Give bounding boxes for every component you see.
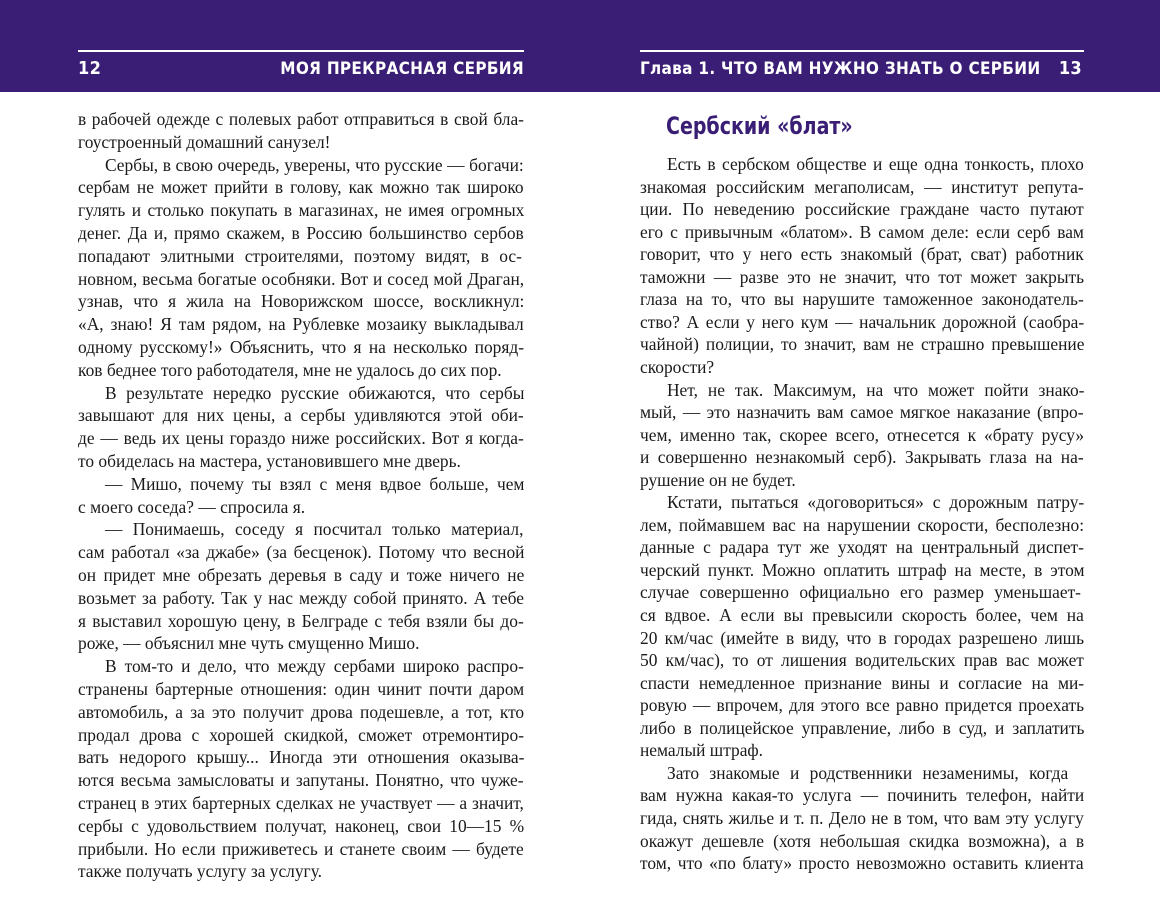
text-line: ков беднее того работодателя, мне не удалось до сих пор. — [78, 359, 502, 380]
text-line: сербам не может прийти в голову, как можно так широко — [78, 177, 524, 198]
text-line: ции. По неведению российские граждане часто путают — [640, 199, 1084, 220]
text-line: «А, знаю! Я там рядом, на Рублевке мозаику выкладывал — [78, 314, 524, 335]
text-line: гида, снять жилье и т. п. Дело не в том, что вам эту услугу — [640, 807, 1084, 828]
text-line: странены бартерные отношения: один чинит почти даром — [78, 679, 525, 699]
text-line: знакомая российским мегаполисам, — институт репута- — [640, 176, 1084, 197]
text-line: ровую — впрочем, для этого все равно придется проехать — [640, 695, 1085, 716]
text-line: В том-то и дело, что между сербами широко распро- — [105, 656, 524, 677]
text-line: вать недорого крышу... Иногда эти отношения оказыва- — [78, 747, 525, 768]
text-line: сербы с удовольствием получат, наконец, свои 10—15 % — [78, 815, 525, 836]
text-line: говорит, что у него есть знакомый (брат, сват) работник — [640, 244, 1084, 265]
text-line: Зато знакомые и родственники незаменимы, когда — [667, 762, 1069, 783]
text-line: новном, весьма богатые особняки. Вот и сосед мой Драган, — [78, 268, 525, 289]
text-line: также получать услугу за услугу. — [78, 861, 322, 882]
right-page-number: 13 — [1058, 58, 1082, 79]
text-line: таможни — разве это не значит, что тот может закрыть — [640, 266, 1085, 287]
text-line: возьмет за работу. Так у нас между собой принято. А тебе — [78, 587, 524, 608]
text-line: немалый штраф. — [640, 740, 764, 761]
text-line: вам нужна какая-то услуга — починить телефон, найти — [640, 785, 1085, 806]
text-line: — Понимаешь, соседу я посчитал только материал, — [105, 519, 524, 540]
text-line: и совершенно незнакомый серб). Закрывать глаза на на- — [640, 447, 1084, 468]
text-line: спасти немедленное признание вины и согласие на ми- — [640, 672, 1085, 693]
left-running-title: МОЯ ПРЕКРАСНАЯ СЕРБИЯ — [280, 59, 524, 79]
text-line: данные с радара тут же уходят на центральный диспет- — [640, 537, 1084, 558]
text-line: глаза на то, что вы нарушите таможенное законодатель- — [640, 289, 1084, 310]
left-page-number: 12 — [78, 58, 102, 79]
text-line: рушение он не будет. — [640, 469, 796, 490]
text-line: автомобиль, а за это получит дрова подешевле, а тот, кто — [78, 701, 525, 722]
text-line: завышают для них цены, а сербы удивляются этой оби- — [78, 405, 524, 426]
text-line: с моего соседа? — спросила я. — [78, 496, 306, 517]
text-line: черский пункт. Можно оплатить штраф на месте, в этом — [640, 559, 1085, 580]
text-line: его с привычным «блатом». В самом деле: если серб вам — [640, 221, 1084, 242]
text-line: продал дрова с хорошей скидкой, сможет отремонтиро- — [78, 724, 524, 745]
text-line: 50 км/час), то от лишения водительских прав вас может — [640, 650, 1084, 671]
text-line: я выставил хорошую цену, в Белграде с тебя взяли бы до- — [78, 610, 524, 631]
text-line: ство? А если у него кум — начальник дорожной (саобра- — [640, 311, 1085, 332]
text-line: гулять и столько покупать в магазинах, не имея огромных — [78, 200, 525, 221]
text-line: сам работал «за джабе» (за бесценок). Потому что весной — [78, 542, 525, 563]
text-line: одному русскому!» Объяснить, что я на несколько поряд- — [78, 337, 524, 357]
text-line: мый, — это назначить вам самое мягкое наказание (впро- — [640, 402, 1084, 423]
text-line: гоустроенный домашний санузел! — [78, 131, 331, 152]
text-line: роже, — объяснил мне чуть смущенно Мишо. — [78, 633, 420, 654]
text-line: странец в этих бартерных сделках не участвует — а значит, — [78, 793, 524, 813]
text-line: чайной) полиции, то значит, вам не страшно превышение — [640, 334, 1085, 355]
text-line: лем, поймавшем вас на нарушении скорости, бесполезно: — [640, 514, 1085, 535]
text-line: либо в полицейское управление, либо в суд, и заплатить — [640, 717, 1085, 738]
text-line: том, что «по блату» просто невозможно оставить клиента — [640, 853, 1084, 874]
text-line: случае совершенно официально его размер уменьшает- — [640, 582, 1081, 603]
text-line: он придет мне обрезать деревья в саду и тоже ничего не — [78, 565, 525, 585]
text-line: чем, именно так, скорее всего, отнесется к «брату русу» — [640, 424, 1085, 445]
text-line: де — ведь их цены гораздо ниже российских. Вот я когда- — [78, 428, 524, 449]
text-line: — Мишо, почему ты взял с меня вдвое больше, чем — [105, 473, 525, 494]
text-line: В результате нередко русские обижаются, что сербы — [105, 382, 525, 403]
text-line: Сербы, в свою очередь, уверены, что русские — богачи: — [105, 154, 524, 175]
text-line: 20 км/час (имейте в виду, что в городах разрешено лишь — [640, 627, 1085, 648]
right-page — [640, 0, 1084, 911]
left-page — [78, 0, 524, 911]
right-running-title: Глава 1. ЧТО ВАМ НУЖНО ЗНАТЬ О СЕРБИИ — [640, 59, 1041, 79]
text-line: скорости? — [640, 356, 715, 377]
text-line: прибыли. Но если приживетесь и станете своим — будете — [78, 838, 524, 859]
text-line: окажут дешевле (хотя небольшая скидка возможна), а в — [640, 830, 1085, 851]
text-line: Кстати, пытаться «договориться» с дорожным патру- — [667, 492, 1085, 513]
text-line: попадают элитными строителями, поэтому видят, в ос- — [78, 245, 522, 266]
text-line: ся вдвое. А если вы превысили скорость более, чем на — [640, 605, 1084, 625]
section-title: Сербский «блат» — [666, 112, 853, 140]
text-line: Нет, не так. Максимум, на что может пойти знако- — [667, 379, 1085, 400]
text-line: узнав, что я жила на Новорижском шоссе, воскликнул: — [78, 291, 525, 312]
text-line: то обиделась на мастера, установившего мне дверь. — [78, 451, 461, 471]
text-line: денег. Да и, прямо скажем, в Россию большинство сербов — [78, 223, 524, 243]
text-line: ются весьма замысловаты и запутаны. Понятно, что чуже- — [78, 770, 524, 791]
text-line: в рабочей одежде с полевых работ отправиться в свой бла- — [78, 109, 524, 129]
text-line: Есть в сербском обществе и еще одна тонкость, плохо — [667, 154, 1084, 174]
